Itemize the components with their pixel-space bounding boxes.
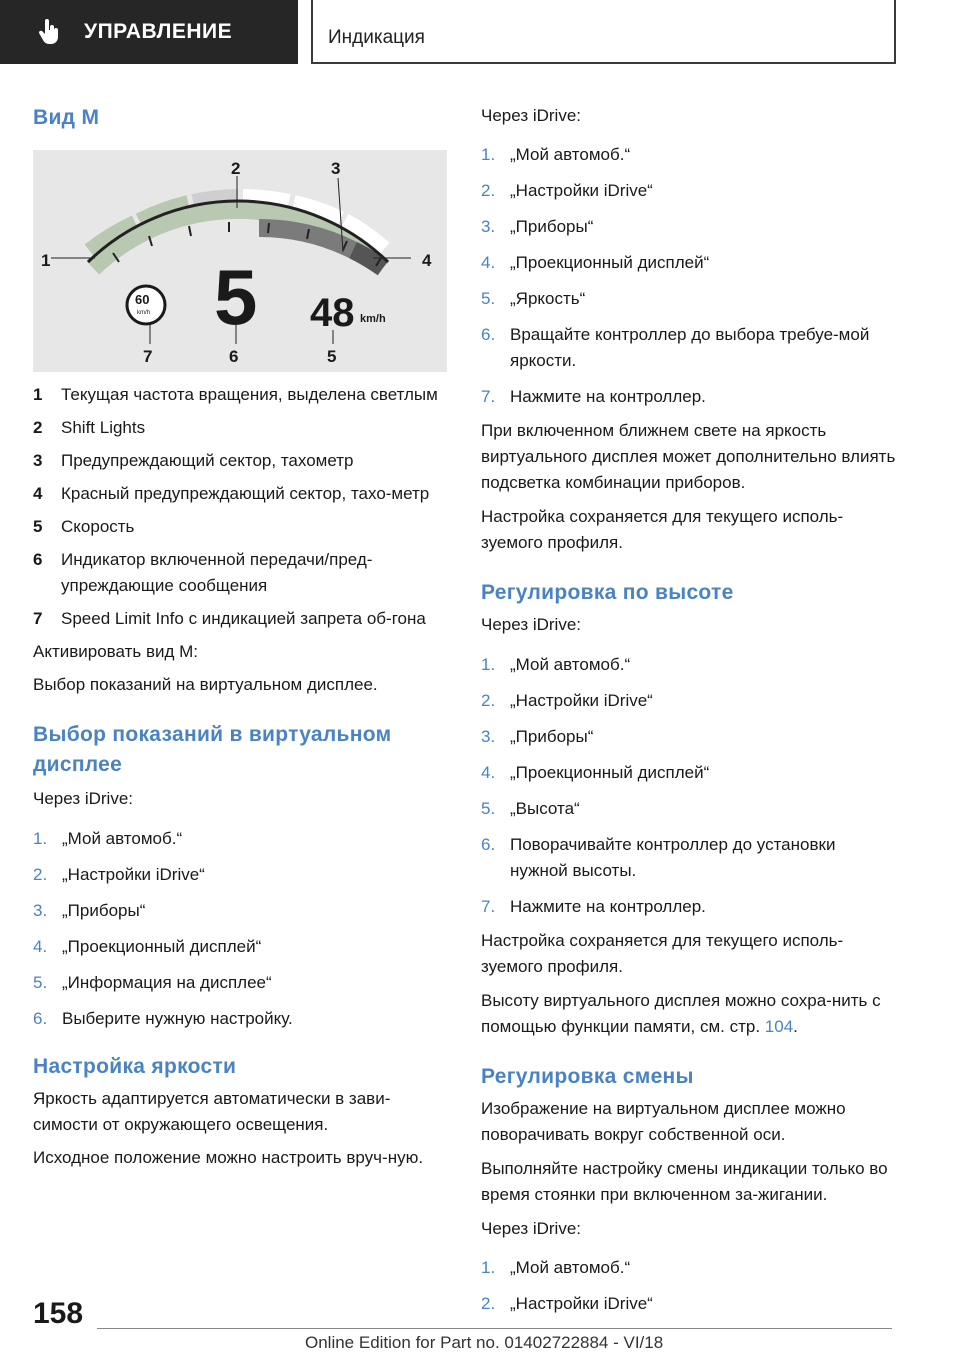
paragraph-low-beam: При включенном ближнем свете на яркость виртуального дисплея может дополнительно влиять подсветка комбинации приборов. xyxy=(481,421,896,492)
via-idrive: Через iDrive: xyxy=(481,106,582,125)
step-item: 2. „Настройки iDrive“ xyxy=(481,181,653,200)
steps-display-selection xyxy=(33,826,443,1032)
hud-illustration xyxy=(33,150,447,372)
activate-description: Выбор показаний на виртуальном дисплее. xyxy=(33,675,378,694)
paragraph-rotation-1: Изображение на виртуальном дисплее можно поворачивать вокруг собственной оси. xyxy=(481,1099,846,1144)
step-item: 4. „Проекционный дисплей“ xyxy=(481,763,710,782)
step-item: 5. „Яркость“ xyxy=(481,289,586,308)
page-number: 158 xyxy=(33,1297,84,1330)
speed-unit: km/h xyxy=(360,313,386,325)
callout-4: 4 xyxy=(422,251,432,270)
legend-item: 5 Скорость xyxy=(33,517,135,536)
speed-limit-value: 60 xyxy=(135,292,150,307)
callout-7: 7 xyxy=(143,347,153,366)
heading-rotation: Регулировка смены xyxy=(481,1065,694,1088)
edition-note: Online Edition for Part no. 01402722884 - VI/18 xyxy=(305,1333,664,1352)
via-idrive: Через iDrive: xyxy=(481,615,582,634)
step-item: 1. „Мой автомоб.“ xyxy=(33,829,183,848)
heading-view-m: Вид М xyxy=(33,106,100,129)
callout-6: 6 xyxy=(229,347,239,366)
hud-m-view-figure xyxy=(33,150,447,372)
callout-2: 2 xyxy=(231,159,241,178)
via-idrive: Через iDrive: xyxy=(481,1219,582,1238)
figure-legend xyxy=(33,382,443,632)
legend-item: 7 Speed Limit Info с индикацией запрета об-гона xyxy=(33,609,426,628)
paragraph-rotation-2: Выполняйте настройку смены индикации только во время стоянки при включенном за-жигании. xyxy=(481,1159,888,1204)
step-item: 6. Вращайте контроллер до выбора требуе-мой яркости. xyxy=(481,325,870,370)
via-idrive: Через iDrive: xyxy=(33,789,134,808)
step-item: 1. „Мой автомоб.“ xyxy=(481,655,631,674)
step-item: 3. „Приборы“ xyxy=(481,727,594,746)
step-item: 5. „Высота“ xyxy=(481,799,580,818)
footer-divider xyxy=(97,1328,892,1329)
step-item: 5. „Информация на дисплее“ xyxy=(33,973,272,992)
legend-item: 6 Индикатор включенной передачи/пред-упреждающие сообщения xyxy=(33,550,373,595)
paragraph-profile-1: Настройка сохраняется для текущего исполь-зуемого профиля. xyxy=(481,507,844,552)
subsection-tab xyxy=(311,0,896,64)
step-item: 2. „Настройки iDrive“ xyxy=(481,691,653,710)
page-reference-link[interactable]: 104 xyxy=(764,1017,794,1036)
callout-5: 5 xyxy=(327,347,337,366)
brightness-paragraph-1: Яркость адаптируется автоматически в зави-симости от окружающего освещения. xyxy=(33,1089,391,1134)
steps-height xyxy=(481,652,896,920)
steps-brightness xyxy=(481,142,896,410)
hand-pointer-icon xyxy=(38,19,60,45)
paragraph-profile-2: Настройка сохраняется для текущего исполь-зуемого профиля. xyxy=(481,931,844,976)
step-item: 3. „Приборы“ xyxy=(481,217,594,236)
section-tab xyxy=(0,0,298,64)
legend-item: 3 Предупреждающий сектор, тахометр xyxy=(33,451,354,470)
brightness-paragraph-2: Исходное положение можно настроить вруч-ную. xyxy=(33,1148,424,1167)
step-item: 6. Поворачивайте контроллер до установки нужной высоты. xyxy=(481,835,836,880)
heading-height: Регулировка по высоте xyxy=(481,581,734,604)
callout-1: 1 xyxy=(41,251,51,270)
activate-label: Активировать вид М: xyxy=(33,642,199,661)
step-item: 4. „Проекционный дисплей“ xyxy=(481,253,710,272)
right-column xyxy=(481,100,896,1327)
step-item: 2. „Настройки iDrive“ xyxy=(481,1294,653,1313)
legend-item: 1 Текущая частота вращения, выделена светлым xyxy=(33,385,438,404)
left-column xyxy=(33,100,443,1171)
step-item: 3. „Приборы“ xyxy=(33,901,146,920)
speed-value: 48 xyxy=(310,291,355,335)
legend-item: 4 Красный предупреждающий сектор, тахо-метр xyxy=(33,484,430,503)
paragraph-memory: Высоту виртуального дисплея можно сохра-нить с помощью функции памяти, см. стр. 104. xyxy=(481,991,881,1036)
step-item: 7. Нажмите на контроллер. xyxy=(481,387,706,406)
step-item: 4. „Проекционный дисплей“ xyxy=(33,937,262,956)
heading-brightness: Настройка яркости xyxy=(33,1055,237,1078)
legend-item: 2 Shift Lights xyxy=(33,418,146,437)
steps-rotation xyxy=(481,1255,896,1317)
gear-indicator: 5 xyxy=(214,253,258,341)
speed-limit-unit: km/h xyxy=(137,310,151,316)
step-item: 2. „Настройки iDrive“ xyxy=(33,865,205,884)
section-title: УПРАВЛЕНИЕ xyxy=(84,20,233,43)
step-item: 6. Выберите нужную настройку. xyxy=(33,1009,293,1028)
step-item: 1. „Мой автомоб.“ xyxy=(481,1258,631,1277)
subsection-title: Индикация xyxy=(328,27,425,48)
step-item: 1. „Мой автомоб.“ xyxy=(481,145,631,164)
heading-display-selection: Выбор показаний в виртуальном дисплее xyxy=(33,723,392,776)
step-item: 7. Нажмите на контроллер. xyxy=(481,897,706,916)
callout-3: 3 xyxy=(331,159,341,178)
